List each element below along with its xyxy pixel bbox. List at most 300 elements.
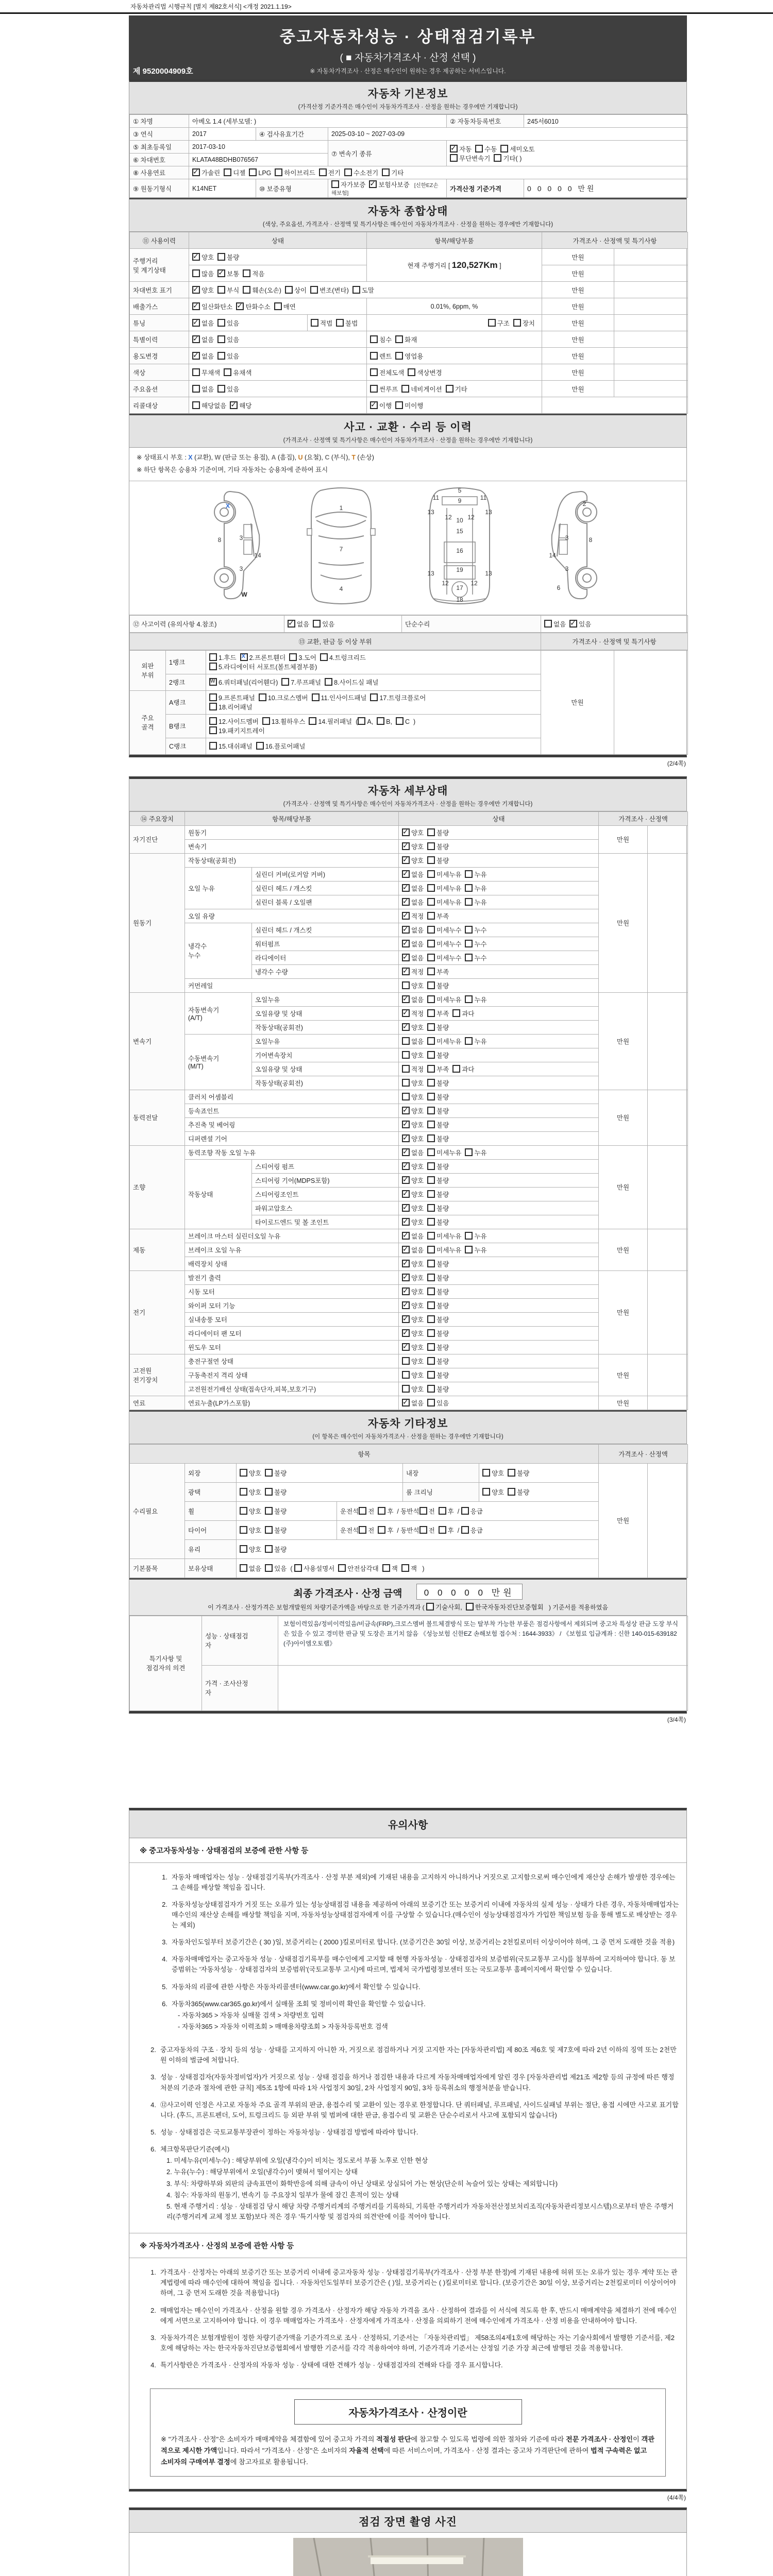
table-cell: 항목/해당부품 — [367, 232, 542, 249]
checkbox[interactable] — [465, 940, 473, 947]
checkbox[interactable] — [427, 1218, 435, 1226]
checkbox[interactable] — [352, 286, 360, 294]
checkbox[interactable] — [370, 352, 378, 360]
page-marker-3: (3/4쪽) — [667, 1716, 686, 1723]
checkbox-label: 있음 — [227, 385, 240, 393]
checkbox[interactable] — [192, 269, 200, 277]
photo-block — [129, 2507, 687, 2576]
notice-block — [129, 1808, 687, 2492]
checkbox[interactable] — [446, 385, 453, 393]
checkbox-label: 양호 — [411, 1135, 424, 1143]
checkbox[interactable] — [358, 717, 365, 725]
table-cell: 고전원전기배선 상태(접속단자,피복,보호기구) — [185, 1382, 399, 1396]
checkbox[interactable] — [395, 352, 403, 360]
table-cell: 외장 — [185, 1463, 237, 1482]
checkbox[interactable] — [402, 1260, 410, 1267]
text: (교환), — [192, 454, 215, 461]
checkbox[interactable] — [465, 926, 473, 934]
checkbox[interactable] — [402, 1065, 410, 1073]
checkbox[interactable] — [209, 717, 217, 725]
checkbox[interactable] — [427, 1204, 435, 1212]
table-cell: 만원 — [599, 1396, 648, 1410]
checkbox[interactable] — [427, 1134, 435, 1142]
table-cell: 디퍼렌셜 기어 — [185, 1131, 399, 1145]
checkbox[interactable] — [325, 678, 332, 686]
checkbox-label: 기타( ) — [503, 155, 522, 162]
table-cell: 클러치 어셈블리 — [185, 1090, 399, 1104]
checkbox[interactable] — [312, 693, 320, 701]
checkbox[interactable] — [382, 168, 390, 176]
checkbox-label: 있음 — [227, 352, 240, 360]
checkbox[interactable] — [265, 1488, 273, 1496]
checkbox[interactable] — [217, 319, 225, 327]
checkbox[interactable] — [402, 912, 410, 920]
checkbox[interactable] — [240, 1564, 247, 1572]
table-cell: 타이어 — [185, 1520, 237, 1539]
table-cell: 작동상태(공회전) — [185, 853, 399, 867]
text: 자율적 선택 — [349, 2447, 384, 2455]
checkbox[interactable] — [452, 1009, 460, 1017]
checkbox[interactable] — [427, 1107, 435, 1114]
table-cell — [399, 1201, 599, 1215]
notice-subitem: 1. 미세누유(미세누수) : 해당부위에 오일(냉각수)이 비치는 정도로서 부품 노후로 인한 현상 — [166, 2157, 428, 2165]
checkbox[interactable] — [382, 1564, 390, 1572]
checkbox[interactable] — [192, 168, 200, 176]
checkbox[interactable] — [427, 1274, 435, 1281]
notice-item-number: 1. — [150, 2268, 156, 2277]
checkbox[interactable] — [224, 168, 231, 176]
checkbox[interactable] — [370, 368, 378, 376]
checkbox[interactable] — [427, 1343, 435, 1351]
checkbox[interactable] — [217, 286, 225, 294]
checkbox[interactable] — [309, 717, 316, 725]
checkbox[interactable] — [209, 726, 217, 734]
checkbox[interactable] — [209, 703, 217, 710]
table-cell: 구동축전지 격리 상태 — [185, 1368, 399, 1382]
checkbox-label: 전체도색 — [379, 369, 405, 377]
checkbox[interactable] — [402, 1385, 410, 1393]
checkbox[interactable] — [465, 995, 473, 1003]
table-cell — [337, 1501, 599, 1520]
checkbox[interactable] — [240, 653, 248, 661]
checkbox-label: 양호 — [411, 1205, 424, 1212]
checkbox[interactable] — [192, 368, 200, 376]
table-cell: 만원 — [542, 265, 614, 282]
checkbox-label: 양호 — [411, 1260, 424, 1268]
checkbox[interactable] — [402, 1023, 410, 1031]
checkbox[interactable] — [427, 954, 435, 961]
checkbox[interactable] — [427, 1037, 435, 1045]
notice-item-text: ⑫사고이력 인정은 사고로 자동차 주요 골격 부위의 판금, 용접수리 및 교환이 있는 경우로 한정합니다. 단 쿼터패널, 루프패널, 사이드실패널 부위는 절단, 용접 시에만 사고로 표기합니다. (후드, 프론트펜더, 도어, 트렁크리드 등 외판 부위 및 범퍼에 대한 판금, 용접수리 및 교환은 단순수리로서 사고에 포함되지 않습니다) — [160, 2100, 679, 2119]
checkbox[interactable] — [262, 717, 270, 725]
checkbox-label: 불량 — [436, 843, 449, 851]
checkbox[interactable] — [427, 940, 435, 947]
checkbox[interactable] — [359, 1507, 366, 1515]
checkbox[interactable] — [402, 981, 410, 989]
checkbox[interactable] — [240, 1526, 247, 1534]
checkbox[interactable] — [402, 1357, 410, 1365]
table-cell — [189, 282, 542, 298]
checkbox[interactable] — [240, 1488, 247, 1496]
section-title: 자동차 세부상태 — [367, 785, 448, 797]
table-cell: 상태 — [399, 811, 599, 825]
checkbox[interactable] — [217, 335, 225, 343]
checkbox[interactable] — [427, 898, 435, 906]
checkbox[interactable] — [331, 180, 339, 188]
checkbox[interactable] — [370, 335, 378, 343]
checkbox[interactable] — [402, 940, 410, 947]
checkbox[interactable] — [402, 1037, 410, 1045]
checkbox[interactable] — [427, 1385, 435, 1393]
diagram-label: 4 — [339, 585, 343, 592]
checkbox[interactable] — [402, 1399, 410, 1406]
checkbox[interactable] — [378, 1526, 385, 1534]
checkbox[interactable] — [281, 678, 289, 686]
checkbox[interactable] — [408, 368, 415, 376]
checkbox[interactable] — [482, 1469, 490, 1477]
checkbox[interactable] — [426, 1603, 434, 1611]
checkbox[interactable] — [427, 1051, 435, 1059]
checkbox[interactable] — [465, 1037, 473, 1045]
checkbox[interactable] — [338, 1564, 346, 1572]
checkbox[interactable] — [402, 828, 410, 836]
checkbox-label: 양호 — [492, 1469, 505, 1477]
checkbox[interactable] — [249, 168, 257, 176]
table-cell: 기본품목 — [130, 1558, 185, 1578]
table-cell: ⑩ 보증유형 — [256, 179, 328, 198]
checkbox[interactable] — [209, 693, 217, 701]
checkbox[interactable] — [265, 1507, 273, 1515]
checkbox[interactable] — [209, 742, 217, 750]
checkbox[interactable] — [427, 1176, 435, 1184]
checkbox[interactable] — [370, 401, 378, 409]
checkbox[interactable] — [427, 926, 435, 934]
checkbox[interactable] — [402, 1343, 410, 1351]
checkbox[interactable] — [209, 653, 217, 661]
table-cell: 가격조사 · 산정액 — [599, 811, 688, 825]
checkbox[interactable] — [427, 1190, 435, 1198]
checkbox[interactable] — [427, 1399, 435, 1406]
checkbox[interactable] — [461, 1526, 469, 1534]
checkbox[interactable] — [402, 968, 410, 975]
checkbox[interactable] — [370, 693, 378, 701]
checkbox[interactable] — [402, 1329, 410, 1337]
checkbox[interactable] — [427, 1148, 435, 1156]
diagram-label: 2 — [582, 500, 586, 507]
table-cell — [648, 853, 688, 992]
checkbox-label: 상이 — [294, 286, 307, 294]
checkbox[interactable] — [402, 884, 410, 892]
checkbox[interactable] — [359, 1526, 366, 1534]
checkbox[interactable] — [439, 1526, 446, 1534]
checkbox[interactable] — [427, 842, 435, 850]
checkbox[interactable] — [427, 968, 435, 975]
checkbox[interactable] — [402, 1121, 410, 1128]
checkbox[interactable] — [274, 302, 282, 310]
checkbox[interactable] — [402, 1162, 410, 1170]
checkbox[interactable] — [402, 1093, 410, 1100]
checkbox[interactable] — [482, 1488, 490, 1496]
table-cell — [399, 923, 599, 937]
table-cell: 만원 — [541, 650, 614, 754]
checkbox-label: 없음 — [201, 336, 214, 344]
checkbox[interactable] — [427, 1357, 435, 1365]
checkbox[interactable] — [427, 828, 435, 836]
checkbox-label: 3.도어 — [298, 654, 316, 662]
checkbox[interactable] — [402, 1009, 410, 1017]
checkbox[interactable] — [377, 717, 384, 725]
checkbox[interactable] — [402, 1301, 410, 1309]
checkbox[interactable] — [217, 269, 225, 277]
checkbox[interactable] — [224, 368, 231, 376]
checkbox[interactable] — [192, 352, 200, 360]
table-cell: 추진축 및 베어링 — [185, 1117, 399, 1131]
checkbox-label: 없음 — [411, 940, 424, 948]
checkbox[interactable] — [508, 1469, 515, 1477]
checkbox[interactable] — [427, 1121, 435, 1128]
checkbox[interactable] — [217, 253, 225, 261]
checkbox[interactable] — [369, 180, 377, 188]
checkbox[interactable] — [427, 981, 435, 989]
checkbox[interactable] — [265, 1469, 273, 1477]
diagram-label: X — [225, 502, 230, 510]
checkbox[interactable] — [402, 1190, 410, 1198]
checkbox[interactable] — [209, 678, 217, 686]
checkbox[interactable] — [240, 1507, 247, 1515]
table-cell — [308, 315, 367, 331]
checkbox[interactable] — [465, 884, 473, 892]
checkbox[interactable] — [401, 1564, 409, 1572]
checkbox[interactable] — [320, 653, 328, 661]
table-cell: 외판 부위 — [130, 650, 166, 690]
checkbox[interactable] — [427, 1287, 435, 1295]
checkbox[interactable] — [217, 385, 225, 393]
checkbox-label: 불량 — [436, 1107, 449, 1115]
checkbox[interactable] — [427, 1162, 435, 1170]
checkbox[interactable] — [427, 1301, 435, 1309]
checkbox[interactable] — [402, 870, 410, 878]
checkbox[interactable] — [402, 1107, 410, 1114]
checkbox[interactable] — [192, 385, 200, 393]
checkbox[interactable] — [427, 1232, 435, 1240]
table-cell — [237, 1520, 337, 1539]
checkbox[interactable] — [452, 1065, 460, 1073]
checkbox[interactable] — [401, 385, 409, 393]
checkbox[interactable] — [402, 954, 410, 961]
notice-subitem: 4. 침수: 자동차의 원동기, 변속기 등 주요장치 일부가 물에 잠긴 흔적이 있는 상태 — [166, 2191, 399, 2199]
checkbox[interactable] — [402, 1232, 410, 1240]
checkbox[interactable] — [336, 319, 344, 327]
checkbox[interactable] — [402, 1371, 410, 1379]
checkbox[interactable] — [259, 693, 266, 701]
checkbox[interactable] — [427, 995, 435, 1003]
checkbox[interactable] — [544, 620, 552, 628]
checkbox[interactable] — [402, 842, 410, 850]
checkbox[interactable] — [402, 1287, 410, 1295]
checkbox[interactable] — [192, 335, 200, 343]
checkbox[interactable] — [427, 1260, 435, 1267]
checkbox[interactable] — [402, 1134, 410, 1142]
checkbox[interactable] — [508, 1488, 515, 1496]
notice-item-text: 자동차인도일부터 보증기간은 ( 30 )일, 보증거리는 ( 2000 )킬로미터로 합니다. (보증기간은 30일 이상, 보증거리는 2천킬로미터 이상이어야 하며, 그 중 먼저 도래한 것을 적용) — [172, 1938, 675, 1946]
table-cell — [399, 1173, 599, 1187]
checkbox[interactable] — [310, 286, 318, 294]
checkbox[interactable] — [402, 1176, 410, 1184]
checkbox[interactable] — [402, 898, 410, 906]
checkbox-label: 전 — [428, 1527, 435, 1534]
checkbox[interactable] — [370, 385, 378, 393]
notice-item — [143, 2045, 679, 2065]
checkbox[interactable] — [192, 253, 200, 261]
table-cell: 단순수리 — [402, 615, 541, 632]
checkbox[interactable] — [427, 1093, 435, 1100]
checkbox-label: 불량 — [436, 1330, 449, 1337]
checkbox-label: 5.라디에이터 서포트(볼트체결부품) — [219, 664, 317, 671]
table-cell — [399, 1257, 599, 1270]
checkbox[interactable] — [265, 1545, 273, 1553]
checkbox-label: 양호 — [411, 1121, 424, 1129]
checkbox[interactable] — [465, 1148, 473, 1156]
table-cell — [648, 992, 688, 1090]
checkbox[interactable] — [427, 884, 435, 892]
section-subtitle: (색상, 주요옵션, 가격조사 · 산정액 및 특기사항은 매수인이 자동차가격조사 · 산정을 원하는 경우에만 기재합니다) — [262, 222, 553, 228]
checkbox[interactable] — [427, 912, 435, 920]
checkbox[interactable] — [402, 1204, 410, 1212]
table-cell: 오일유량 및 상태 — [252, 1062, 399, 1076]
checkbox[interactable] — [275, 168, 282, 176]
checkbox[interactable] — [402, 926, 410, 934]
checkbox[interactable] — [427, 856, 435, 864]
checkbox[interactable] — [465, 954, 473, 961]
checkbox[interactable] — [419, 1507, 427, 1515]
table-cell: 만원 — [542, 331, 614, 348]
checkbox[interactable] — [217, 352, 225, 360]
checkbox[interactable] — [240, 1545, 247, 1553]
checkbox[interactable] — [475, 145, 483, 152]
checkbox[interactable] — [396, 717, 404, 725]
checkbox[interactable] — [427, 1065, 435, 1073]
car-side-left-view — [214, 492, 261, 599]
checkbox[interactable] — [427, 870, 435, 878]
checkbox[interactable] — [192, 302, 200, 310]
checkbox[interactable] — [500, 145, 508, 152]
checkbox[interactable] — [402, 1246, 410, 1253]
diagram-label: 7 — [339, 545, 343, 553]
checkbox-label: 없음 — [411, 954, 424, 962]
checkbox[interactable] — [402, 995, 410, 1003]
checkbox[interactable] — [192, 401, 200, 409]
checkbox[interactable] — [402, 1148, 410, 1156]
table-cell: 튜닝 — [130, 315, 189, 331]
checkbox[interactable] — [427, 1315, 435, 1323]
checkbox[interactable] — [465, 1232, 473, 1240]
checkbox[interactable] — [419, 1526, 427, 1534]
checkbox[interactable] — [192, 286, 200, 294]
table-cell — [614, 265, 688, 282]
table-cell — [399, 1326, 599, 1340]
checkbox[interactable] — [465, 870, 473, 878]
table-cell — [399, 1145, 599, 1159]
checkbox[interactable] — [256, 742, 264, 750]
checkbox-label: 적음 — [252, 270, 265, 278]
checkbox[interactable] — [378, 1507, 385, 1515]
text: 120,527Km — [451, 260, 498, 270]
checkbox[interactable] — [402, 1079, 410, 1087]
table-cell — [399, 1396, 599, 1410]
checkbox[interactable] — [427, 1023, 435, 1031]
checkbox[interactable] — [344, 168, 352, 176]
checkbox[interactable] — [192, 319, 200, 327]
checkbox[interactable] — [311, 319, 318, 327]
checkbox[interactable] — [466, 1603, 474, 1611]
checkbox-label: 부족 — [436, 968, 449, 976]
checkbox-label: 없음 — [411, 885, 424, 892]
checkbox[interactable] — [465, 1246, 473, 1253]
checkbox[interactable] — [494, 154, 501, 162]
checkbox[interactable] — [569, 620, 577, 628]
checkbox[interactable] — [427, 1246, 435, 1253]
checkbox[interactable] — [461, 1507, 469, 1515]
checkbox[interactable] — [395, 401, 403, 409]
checkbox[interactable] — [427, 1371, 435, 1379]
table-cell — [541, 615, 688, 632]
checkbox[interactable] — [230, 401, 238, 409]
checkbox-label: 누유 — [474, 885, 487, 892]
checkbox[interactable] — [243, 269, 250, 277]
checkbox[interactable] — [450, 145, 458, 152]
notice-item-text: 중고자동차의 구조 · 장치 등의 성능 · 상태를 고지하지 아니한 자, 거짓으로 점검하거나 거짓 고지한 자는 [자동차관리법] 제 80조 제6호 및 제7호에 따라 2년 이하의 징역 또는 2천만원 이하의 벌금에 처합니다. — [160, 2046, 677, 2064]
table-cell: K14NET — [189, 179, 256, 198]
checkbox[interactable] — [402, 856, 410, 864]
table-cell — [648, 1396, 688, 1410]
table-cell: ⑧ 사용연료 — [130, 166, 189, 179]
checkbox[interactable] — [427, 1079, 435, 1087]
checkbox[interactable] — [488, 319, 496, 327]
checkbox[interactable] — [236, 302, 244, 310]
checkbox-label: 유채색 — [233, 369, 252, 377]
checkbox[interactable] — [289, 653, 297, 661]
checkbox[interactable] — [319, 168, 327, 176]
checkbox[interactable] — [465, 898, 473, 906]
checkbox[interactable] — [265, 1564, 273, 1572]
checkbox[interactable] — [240, 1469, 247, 1477]
checkbox[interactable] — [294, 1564, 302, 1572]
checkbox[interactable] — [439, 1507, 446, 1515]
checkbox[interactable] — [243, 286, 250, 294]
checkbox[interactable] — [288, 620, 295, 628]
checkbox[interactable] — [450, 154, 458, 162]
checkbox-label: 16.플로어패널 — [265, 743, 306, 750]
table-cell — [399, 1020, 599, 1034]
checkbox[interactable] — [265, 1526, 273, 1534]
table-cell: 만원 — [599, 1145, 648, 1229]
checkbox-label: 있음 — [227, 319, 240, 327]
checkbox[interactable] — [513, 319, 521, 327]
checkbox-label: 없음 — [411, 899, 424, 906]
checkbox[interactable] — [402, 1051, 410, 1059]
checkbox[interactable] — [402, 1218, 410, 1226]
table-cell — [399, 951, 599, 964]
checkbox[interactable] — [402, 1274, 410, 1281]
notice-item-text: 자동차매매업자는 중고자동차 성능 · 상태점검기록부를 매수인에게 고지할 때 현행 자동차성능 · 상태점검자의 보증범위(국토교통부 고시)를 첨부하여 고지하여야 합니다. 동 보증범위는 '자동차성능 · 상태점검자의 보증범위'(국토교통부 고시)에 따르며, 법제처 국가법령정보센터 또는 국토교통부 홈페이지에서 확인할 수 있습니다. — [172, 1955, 676, 1974]
checkbox[interactable] — [427, 1329, 435, 1337]
checkbox[interactable] — [395, 335, 403, 343]
checkbox[interactable] — [402, 1315, 410, 1323]
checkbox[interactable] — [285, 286, 293, 294]
checkbox[interactable] — [209, 663, 217, 670]
checkbox[interactable] — [427, 1009, 435, 1017]
checkbox[interactable] — [313, 620, 321, 628]
